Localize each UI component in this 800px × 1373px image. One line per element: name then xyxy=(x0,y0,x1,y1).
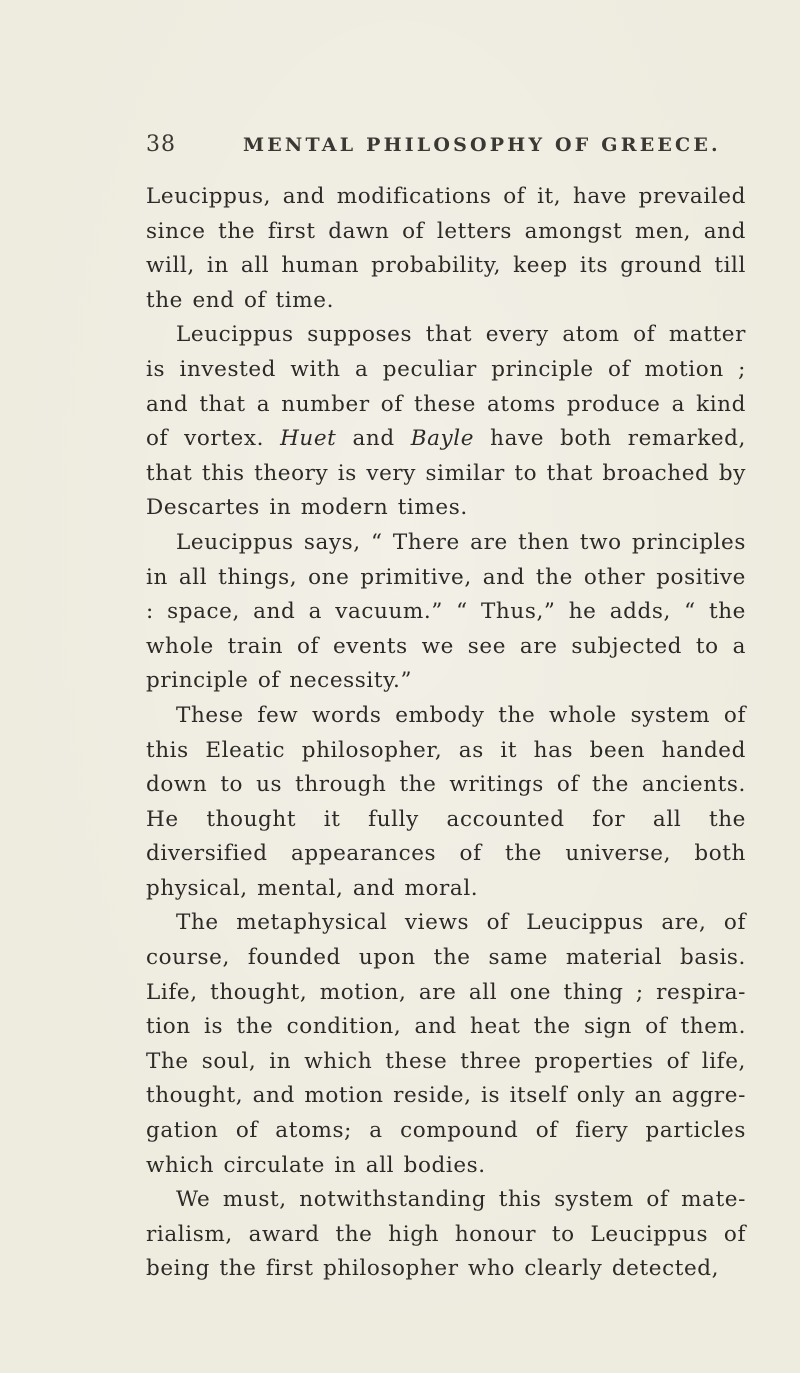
running-head: MENTAL PHILOSOPHY OF GREECE. xyxy=(243,134,721,156)
paragraph-3: Leucippus says, “ There are then two principles in all things, one primitive, and the other positive : space, and a vacuum.” “ Thus,” he adds, “ the whole train of events we see are subjected to a principle of necessity.” xyxy=(146,529,746,694)
page-header xyxy=(0,132,800,162)
paragraph-2-part-a: Leucippus supposes that every atom of matter is invested with a peculiar principle of motion ; and that a number of these atoms produce a kind of vortex. xyxy=(146,322,746,452)
paragraph-4: These few words embody the whole system of this Eleatic philosopher, as it has been handed down to us through the writings of the ancients. He thought it fully accounted for all the diversified appearances of the universe, both physical, mental, and moral. xyxy=(146,702,746,901)
paragraph-5: The metaphysical views of Leucippus are, of course, founded upon the same material basis. Life, thought, motion, are all one thing ; respira- tion is the condition, and heat the sign of them. The soul, in which these three properties of life, thought, and motion reside, is itself only an aggre- gation of atoms; a compound of fiery particles which circulate in all bodies. xyxy=(146,910,746,1178)
body-text xyxy=(146,180,746,1287)
paragraph-2-part-b: and xyxy=(336,426,411,452)
paragraph-2-part-c: have both remarked, that this theory is very similar to that broached by Descartes in modern times. xyxy=(146,426,746,521)
paragraph-6: We must, notwithstanding this system of mate- rialism, award the high honour to Leucippus of being the first philosopher who clearly detected, xyxy=(146,1187,746,1282)
paragraph-2 xyxy=(146,318,746,526)
page-number: 38 xyxy=(146,132,176,157)
paragraph-1: Leucippus, and modifications of it, have prevailed since the first dawn of letters amongst men, and will, in all human probability, keep its ground till the end of time. xyxy=(146,184,746,313)
name-huet: Huet xyxy=(280,426,337,452)
name-bayle: Bayle xyxy=(410,426,475,452)
